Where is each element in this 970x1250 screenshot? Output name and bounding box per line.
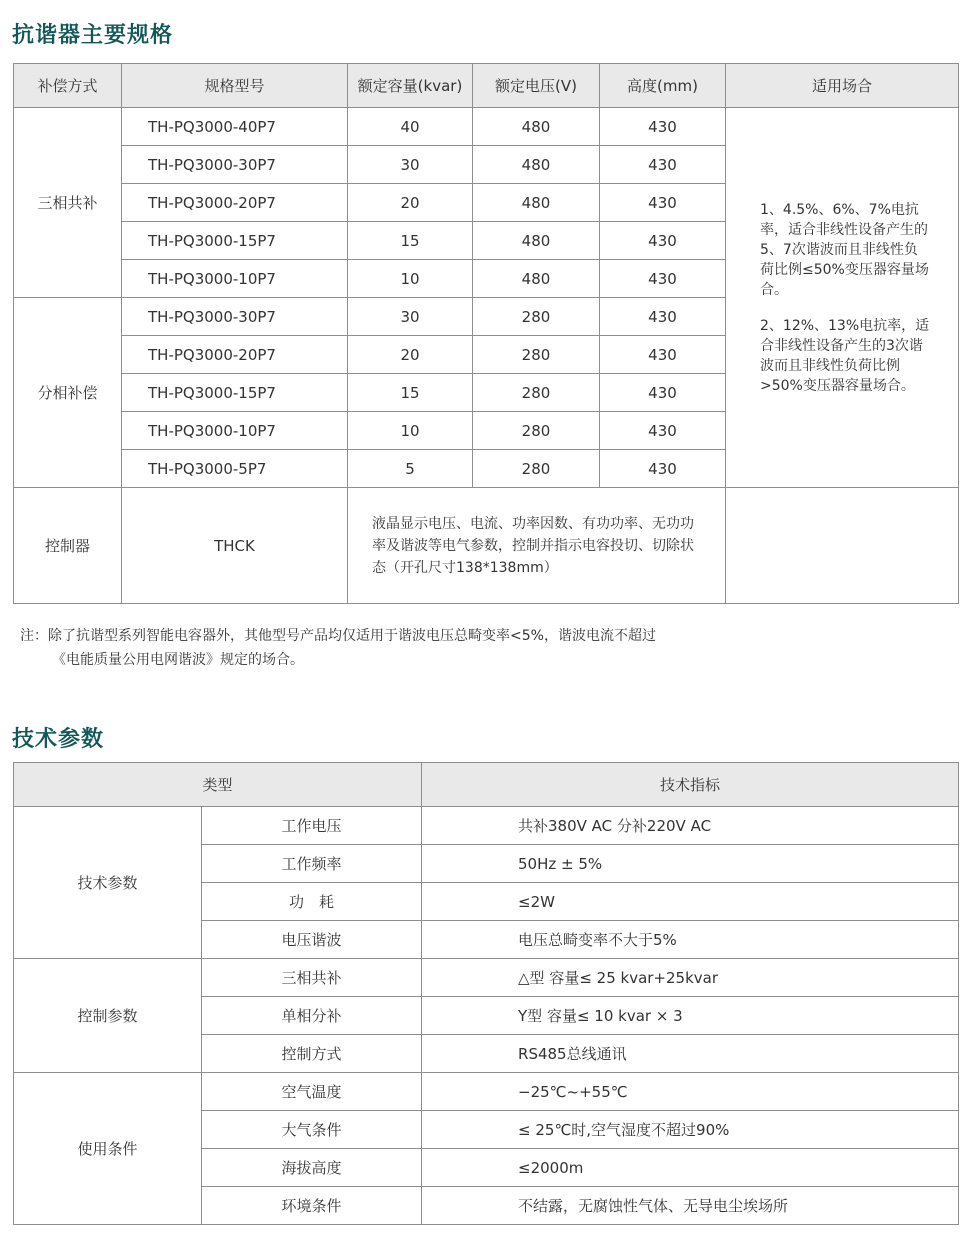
capacity-cell: 40 bbox=[348, 108, 473, 146]
applicable-note-2: 2、12%、13%电抗率，适合非线性设备产生的3次谐波而且非线性负荷比例>50%变压器容量场合。 bbox=[760, 317, 930, 394]
tech-params-table bbox=[13, 762, 959, 1225]
param-label: 海拔高度 bbox=[202, 1149, 422, 1187]
height-cell: 430 bbox=[600, 450, 726, 488]
voltage-cell: 280 bbox=[473, 336, 600, 374]
model-cell: TH-PQ3000-5P7 bbox=[122, 450, 348, 488]
capacity-cell: 30 bbox=[348, 298, 473, 336]
param-label: 环境条件 bbox=[202, 1187, 422, 1225]
voltage-cell: 280 bbox=[473, 298, 600, 336]
header-compensation: 补偿方式 bbox=[14, 64, 122, 108]
height-cell: 430 bbox=[600, 412, 726, 450]
model-cell: TH-PQ3000-10P7 bbox=[122, 412, 348, 450]
param-label: 大气条件 bbox=[202, 1111, 422, 1149]
voltage-cell: 480 bbox=[473, 108, 600, 146]
group-usage-conditions: 使用条件 bbox=[14, 1073, 202, 1225]
controller-applicable-empty bbox=[726, 488, 959, 604]
height-cell: 430 bbox=[600, 108, 726, 146]
height-cell: 430 bbox=[600, 222, 726, 260]
header-height: 高度(mm) bbox=[600, 64, 726, 108]
param-value: ≤ 25℃时,空气湿度不超过90% bbox=[422, 1111, 959, 1149]
model-cell: TH-PQ3000-20P7 bbox=[122, 336, 348, 374]
voltage-cell: 280 bbox=[473, 374, 600, 412]
height-cell: 430 bbox=[600, 260, 726, 298]
param-value: RS485总线通讯 bbox=[422, 1035, 959, 1073]
footnote-line-1: 注：除了抗谐型系列智能电容器外，其他型号产品均仅适用于谐波电压总畸变率<5%，谐波电流不超过 bbox=[20, 628, 656, 644]
footnote bbox=[20, 624, 780, 672]
voltage-cell: 280 bbox=[473, 412, 600, 450]
voltage-cell: 280 bbox=[473, 450, 600, 488]
section-title-specs: 抗谐器主要规格 bbox=[12, 23, 174, 48]
capacity-cell: 5 bbox=[348, 450, 473, 488]
param-value: 不结露，无腐蚀性气体、无导电尘埃场所 bbox=[422, 1187, 959, 1225]
group-split-phase: 分相补偿 bbox=[14, 298, 122, 488]
param-value: △型 容量≤ 25 kvar+25kvar bbox=[422, 959, 959, 997]
param-value: 50Hz ± 5% bbox=[422, 845, 959, 883]
spec-table bbox=[13, 63, 959, 604]
param-label: 单相分补 bbox=[202, 997, 422, 1035]
param-value: −25℃~+55℃ bbox=[422, 1073, 959, 1111]
controller-description: 液晶显示电压、电流、功率因数、有功功率、无功功率及谐波等电气参数，控制并指示电容投切、切除状态（开孔尺寸138*138mm） bbox=[348, 488, 726, 604]
table-row bbox=[14, 108, 959, 146]
voltage-cell: 480 bbox=[473, 222, 600, 260]
param-label: 功 耗 bbox=[202, 883, 422, 921]
capacity-cell: 15 bbox=[348, 222, 473, 260]
tech-table-header bbox=[14, 763, 959, 807]
param-value: 共补380V AC 分补220V AC bbox=[422, 807, 959, 845]
capacity-cell: 30 bbox=[348, 146, 473, 184]
footnote-line-2: 《电能质量公用电网谐波》规定的场合。 bbox=[52, 652, 304, 668]
model-cell: TH-PQ3000-30P7 bbox=[122, 298, 348, 336]
controller-row bbox=[14, 488, 959, 604]
height-cell: 430 bbox=[600, 336, 726, 374]
model-cell: TH-PQ3000-15P7 bbox=[122, 374, 348, 412]
model-cell: TH-PQ3000-20P7 bbox=[122, 184, 348, 222]
table-row bbox=[14, 807, 959, 845]
group-control-params: 控制参数 bbox=[14, 959, 202, 1073]
param-label: 工作电压 bbox=[202, 807, 422, 845]
param-value: 电压总畸变率不大于5% bbox=[422, 921, 959, 959]
param-label: 三相共补 bbox=[202, 959, 422, 997]
capacity-cell: 15 bbox=[348, 374, 473, 412]
capacity-cell: 20 bbox=[348, 184, 473, 222]
header-capacity: 额定容量(kvar) bbox=[348, 64, 473, 108]
voltage-cell: 480 bbox=[473, 184, 600, 222]
param-value: ≤2W bbox=[422, 883, 959, 921]
param-label: 空气温度 bbox=[202, 1073, 422, 1111]
height-cell: 430 bbox=[600, 374, 726, 412]
model-cell: TH-PQ3000-10P7 bbox=[122, 260, 348, 298]
group-three-phase: 三相共补 bbox=[14, 108, 122, 298]
height-cell: 430 bbox=[600, 146, 726, 184]
capacity-cell: 10 bbox=[348, 260, 473, 298]
table-row bbox=[14, 1073, 959, 1111]
height-cell: 430 bbox=[600, 298, 726, 336]
voltage-cell: 480 bbox=[473, 260, 600, 298]
table-row bbox=[14, 959, 959, 997]
model-cell: TH-PQ3000-40P7 bbox=[122, 108, 348, 146]
voltage-cell: 480 bbox=[473, 146, 600, 184]
height-cell: 430 bbox=[600, 184, 726, 222]
group-tech-params: 技术参数 bbox=[14, 807, 202, 959]
capacity-cell: 10 bbox=[348, 412, 473, 450]
param-label: 工作频率 bbox=[202, 845, 422, 883]
header-voltage: 额定电压(V) bbox=[473, 64, 600, 108]
controller-model: THCK bbox=[122, 488, 348, 604]
param-label: 控制方式 bbox=[202, 1035, 422, 1073]
model-cell: TH-PQ3000-30P7 bbox=[122, 146, 348, 184]
applicable-notes bbox=[726, 108, 959, 488]
param-value: ≤2000m bbox=[422, 1149, 959, 1187]
model-cell: TH-PQ3000-15P7 bbox=[122, 222, 348, 260]
capacity-cell: 20 bbox=[348, 336, 473, 374]
param-value: Y型 容量≤ 10 kvar × 3 bbox=[422, 997, 959, 1035]
spec-table-header bbox=[14, 64, 959, 108]
controller-label: 控制器 bbox=[14, 488, 122, 604]
section-title-tech-params: 技术参数 bbox=[12, 727, 105, 752]
header-applicable: 适用场合 bbox=[726, 64, 959, 108]
header-model: 规格型号 bbox=[122, 64, 348, 108]
header-spec: 技术指标 bbox=[422, 763, 959, 807]
header-type: 类型 bbox=[14, 763, 422, 807]
applicable-note-1: 1、4.5%、6%、7%电抗率，适合非线性设备产生的5、7次谐波而且非线性负荷比例≤50%变压器容量场合。 bbox=[760, 201, 929, 298]
param-label: 电压谐波 bbox=[202, 921, 422, 959]
